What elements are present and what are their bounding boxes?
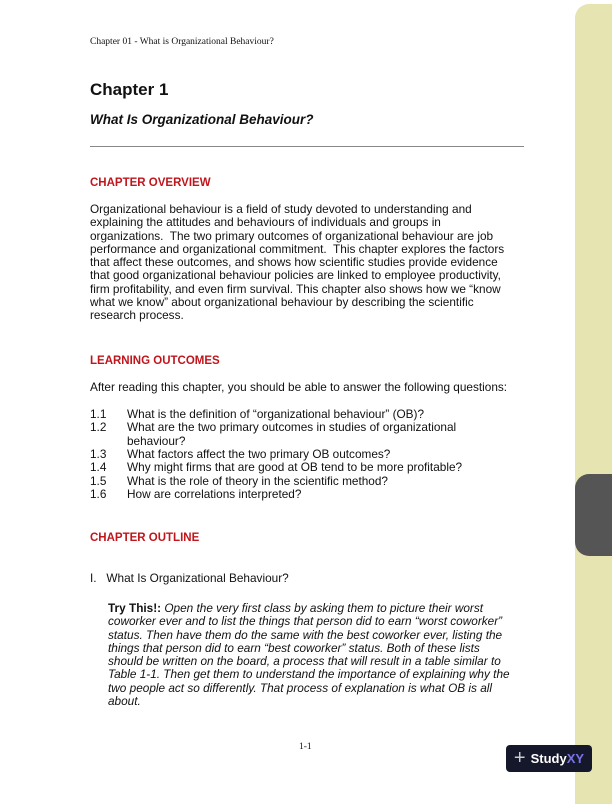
chapter-subtitle: What Is Organizational Behaviour? (90, 112, 314, 127)
outcome-text: What factors affect the two primary OB outcomes? (127, 446, 391, 461)
outcome-text: What are the two primary outcomes in studies of organizational behaviour? (127, 420, 457, 448)
outcome-number: 1.3 (90, 446, 107, 461)
outcome-item (90, 461, 462, 474)
outline-heading: CHAPTER OUTLINE (90, 532, 200, 544)
chapter-title: Chapter 1 (90, 80, 169, 99)
overview-text: Organizational behaviour is a field of study devoted to understanding and explaining the attitudes and behaviours of individuals and groups in organizations. The two primary outcomes of organizational behaviour are job performance and organizational commitment. This chapter explores the factors that affect these outcomes, and shows how scientific studies provide evidence that good organizational behaviour policies are linked to employee productivity, firm profitability, and even firm survival. This chapter also shows how we “know what we know” about organizational behaviour by describing the scientific research process. (90, 202, 505, 323)
try-label: Try This!: (108, 601, 162, 615)
plus-icon: + (513, 747, 526, 769)
outcome-item (90, 475, 388, 488)
outcome-number: 1.6 (90, 486, 107, 501)
outcome-text: Why might firms that are good at OB tend to be more profitable? (127, 460, 463, 475)
outcome-item (90, 488, 301, 501)
outcomes-heading: LEARNING OUTCOMES (90, 355, 220, 367)
logo-text-accent: XY (566, 751, 585, 766)
outcome-text: What is the definition of “organizational behaviour” (OB)? (127, 407, 425, 421)
outcome-item (90, 448, 390, 461)
overview-heading: CHAPTER OVERVIEW (90, 177, 211, 189)
outcome-number: 1.2 (90, 420, 107, 435)
page-number: 1-1 (299, 742, 312, 752)
divider (90, 146, 524, 147)
logo-text: Study (530, 751, 567, 766)
outcome-text: What is the role of theory in the scientific method? (127, 473, 388, 488)
outcome-item (90, 421, 456, 448)
outcome-number: 1.4 (90, 460, 107, 475)
outline-item: I. What Is Organizational Behaviour? (90, 571, 289, 585)
side-tab[interactable] (575, 474, 612, 556)
running-header: Chapter 01 - What is Organizational Behaviour? (90, 37, 274, 47)
outcomes-intro: After reading this chapter, you should be able to answer the following questions: (90, 380, 508, 394)
outcome-number: 1.5 (90, 473, 107, 488)
outcome-number: 1.1 (90, 407, 107, 421)
try-text: Open the very first class by asking them to picture their worst coworker ever and to list the things that person did to earn “worst coworker” status. Then have them do the same with the best coworker ever, listing the things that person did to earn “best coworker” status. Both of these lists should be written on the board, a process that will result in a table similar to Table 1-1. Then get them to understand the importance of explaining why the two people act so differently. That process of explanation is what OB is all about. (108, 601, 510, 709)
try-this (108, 602, 510, 708)
studyxy-logo[interactable] (506, 745, 592, 772)
outcome-text: How are correlations interpreted? (127, 486, 302, 501)
outcome-item (90, 408, 424, 421)
side-panel (575, 4, 612, 804)
